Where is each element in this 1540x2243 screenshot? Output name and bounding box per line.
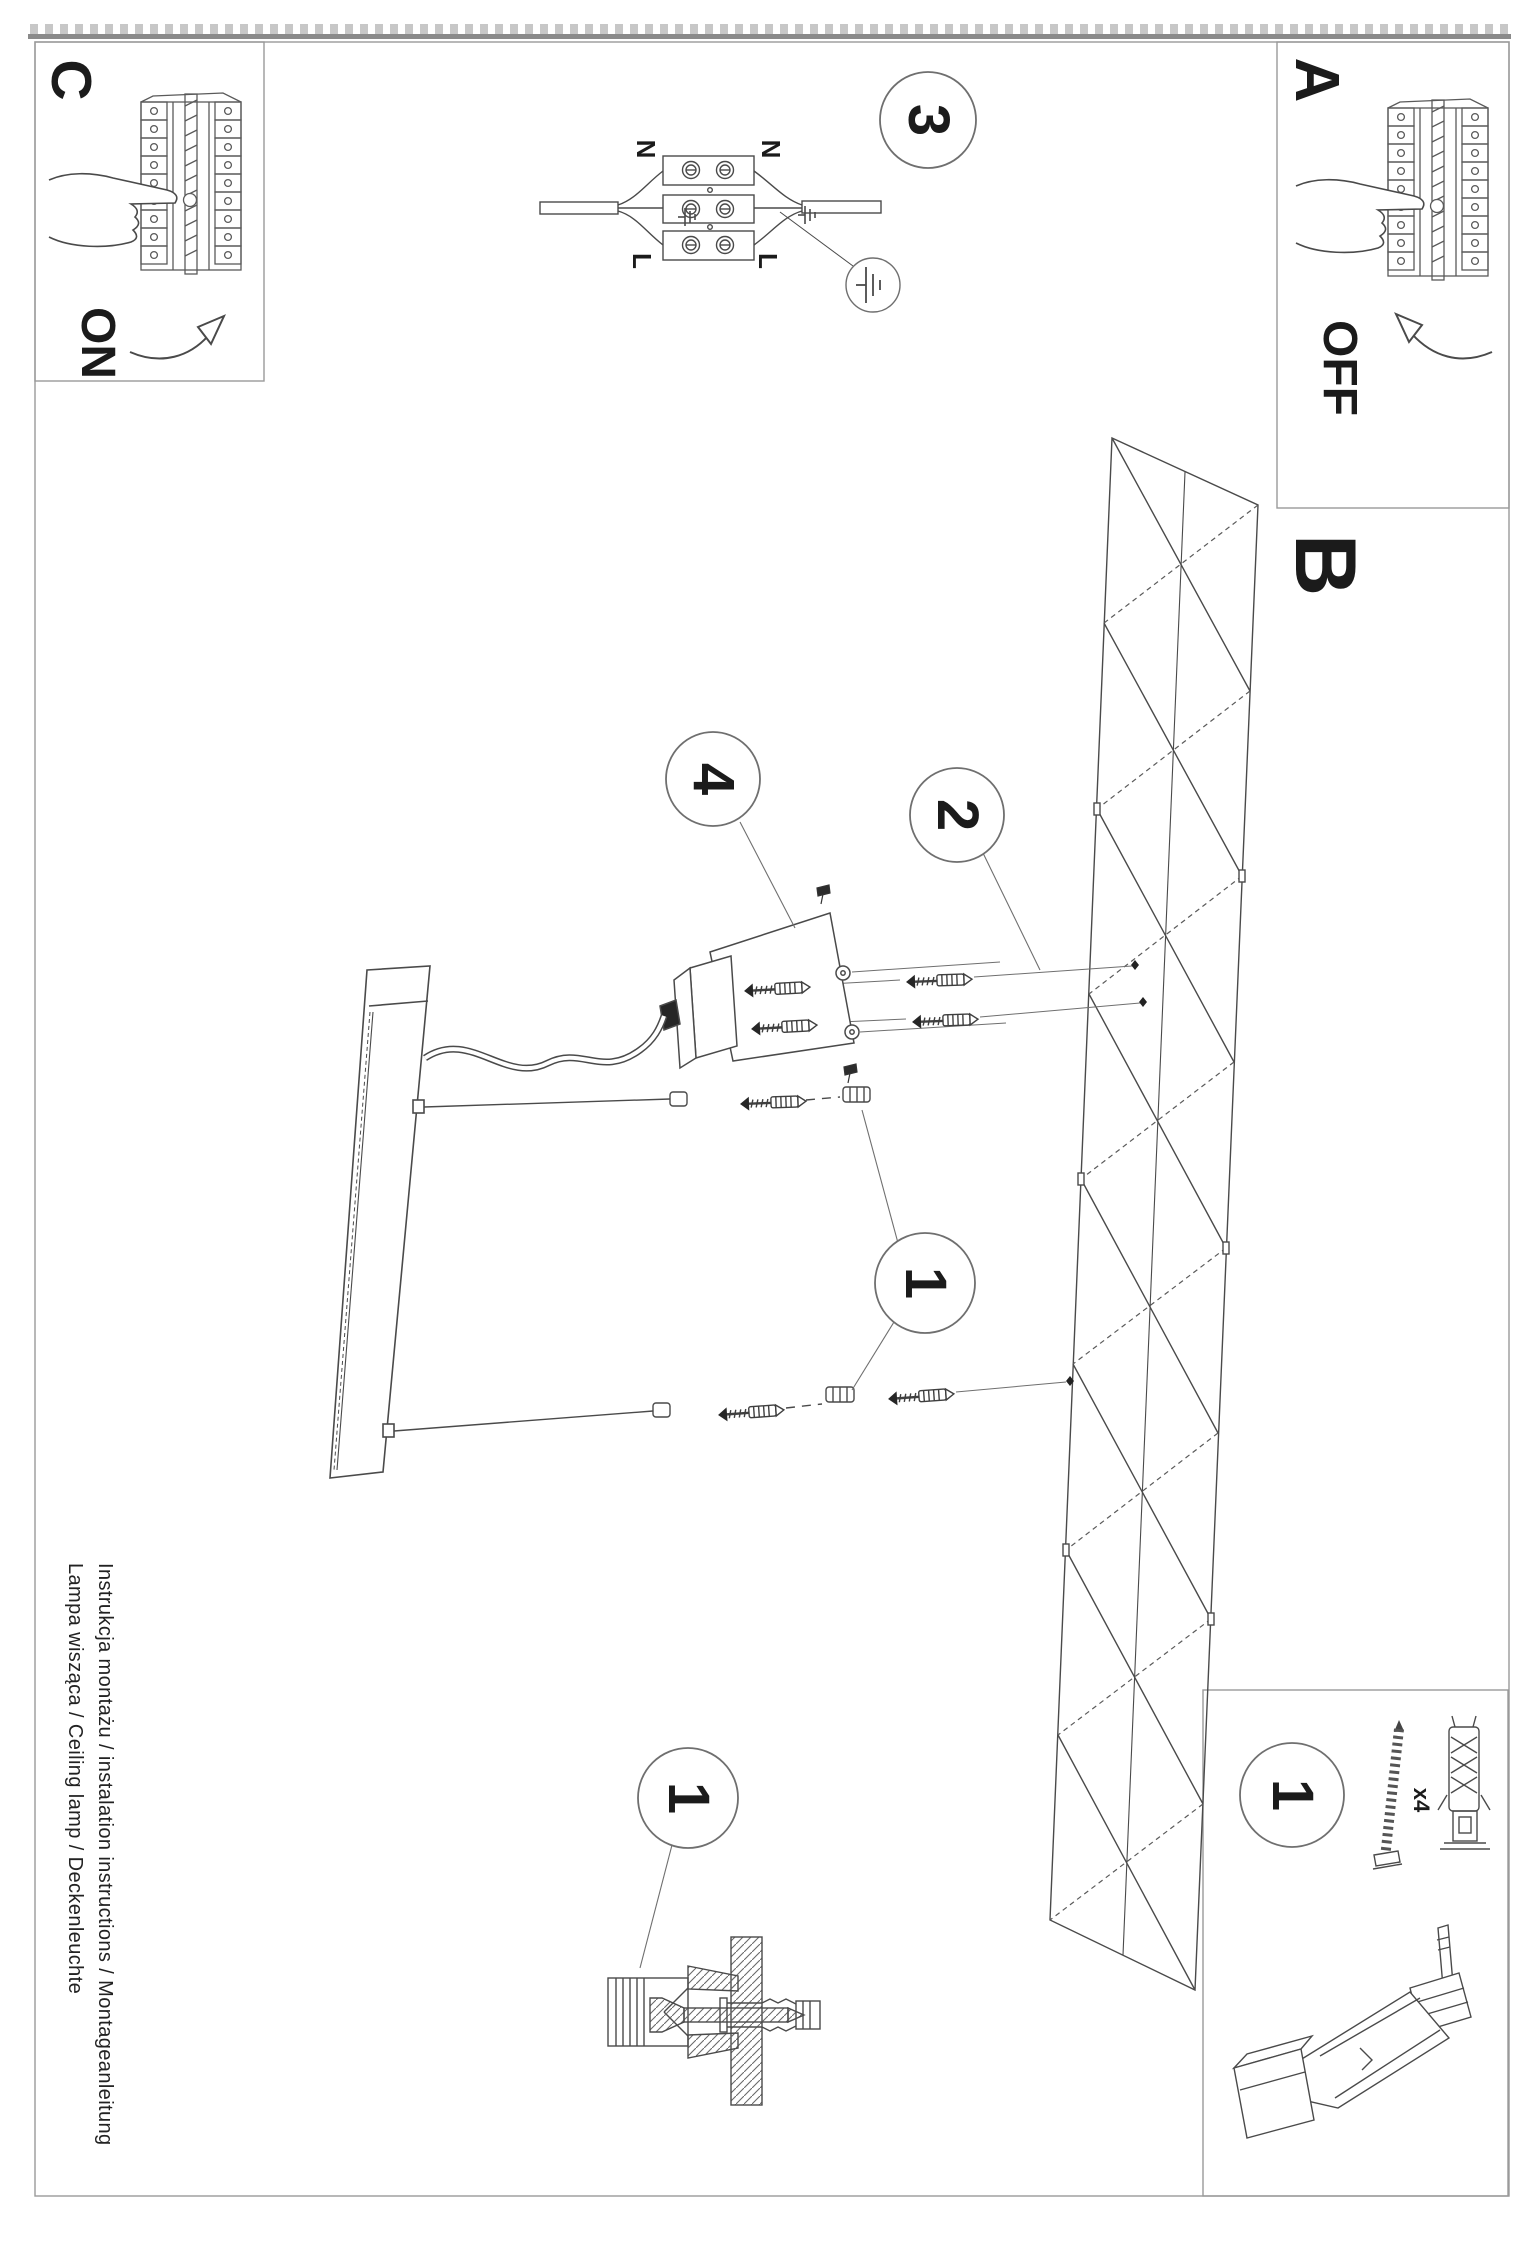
step1-suspension-number: 1 <box>893 1266 958 1300</box>
plate-screw-icon <box>817 885 830 904</box>
title-line-instructions: Instrukcja montażu / instalation instructions / Montageanleitung <box>94 1563 116 2146</box>
lamp-grid-frame <box>1050 438 1258 1990</box>
lamp-bar <box>330 966 430 1478</box>
terminal-blocks <box>663 156 754 260</box>
parts-wall-plug-icon <box>1438 1716 1490 1849</box>
step1-anchor-number: 1 <box>656 1781 721 1815</box>
fixture-cable <box>802 201 881 213</box>
scan-edge <box>28 24 1511 39</box>
step1-parts-number: 1 <box>1260 1778 1325 1812</box>
terminal-label-n-left: N <box>631 139 661 159</box>
drill-icon <box>1234 1925 1471 2138</box>
anchor-cross-section <box>608 1937 820 2105</box>
arrow-on-icon <box>130 316 224 359</box>
screw-quantity-label: x4 <box>1409 1787 1434 1813</box>
canopy-box <box>660 956 737 1068</box>
plate-screw-icon <box>844 1064 857 1083</box>
mains-cable <box>540 202 618 214</box>
page-borders <box>35 42 1509 2196</box>
panel-c-label: C <box>39 59 104 101</box>
terminal-label-n-right: N <box>756 139 786 159</box>
wiring-diagram <box>540 156 900 312</box>
panel-a-label: A <box>1282 57 1351 103</box>
screw-plug-icon <box>888 1387 955 1406</box>
screw-plug-icon <box>740 1095 806 1111</box>
switch-off-label: OFF <box>1313 320 1366 416</box>
suspension-parts <box>394 1087 870 1431</box>
step3-number: 3 <box>896 103 961 137</box>
title-line-product: Lampa wisząca / Ceiling lamp / Deckenleuchte <box>64 1563 86 1995</box>
arrow-off-icon <box>1396 314 1492 358</box>
parts-screw-icon <box>1373 1720 1404 1869</box>
screw-plug-icon <box>906 973 972 989</box>
power-cable <box>425 1016 664 1068</box>
leader-lines <box>812 962 1140 1392</box>
switch-on-label: ON <box>71 307 124 379</box>
step4-number: 4 <box>681 762 746 796</box>
step2-number: 2 <box>925 798 990 832</box>
ground-circle-icon <box>846 258 900 312</box>
screw-plug-icon <box>718 1403 785 1422</box>
terminal-label-l-left: L <box>627 253 657 269</box>
terminal-label-l-right: L <box>753 253 783 269</box>
section-b-label: B <box>1277 533 1373 597</box>
